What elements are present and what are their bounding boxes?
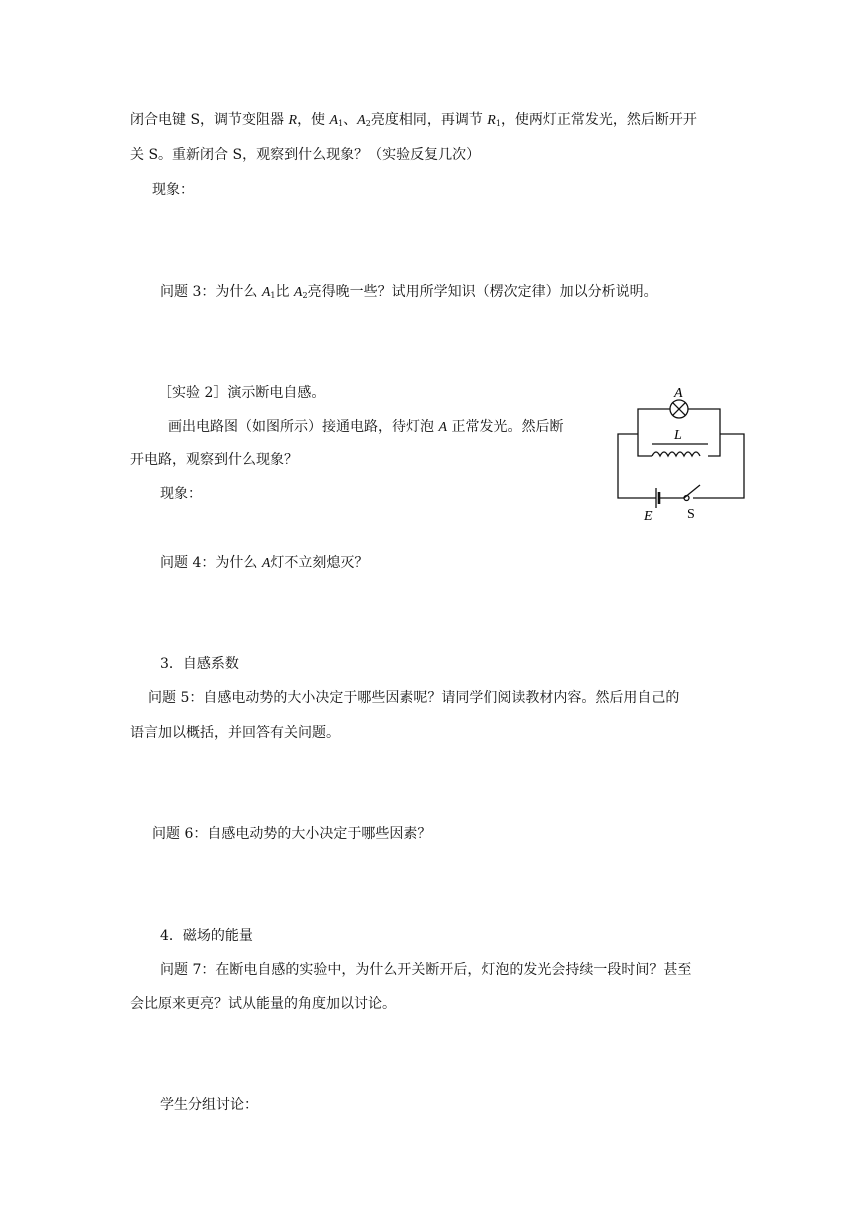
text: 问题 3：为什么 (160, 284, 262, 300)
subscript: 1 (495, 119, 501, 128)
text: A (357, 113, 366, 128)
text: 比 (275, 284, 294, 300)
text: A (329, 113, 339, 128)
text: 、 (343, 112, 358, 128)
subscript: 2 (365, 119, 371, 128)
question-3 (160, 282, 658, 306)
text: 亮度相同，再调节 (370, 112, 488, 128)
experiment-2-line: 开电路，观察到什么现象？ (130, 452, 298, 468)
question-6: 问题 6：自感电动势的大小决定于哪些因素？ (152, 826, 432, 842)
wire (618, 434, 656, 498)
text: 画出电路图（如图所示）接通电路，待灯泡 (168, 419, 439, 435)
circuit-label-S: S (687, 507, 695, 522)
text: R (288, 113, 298, 128)
wire (708, 415, 720, 456)
subscript: 1 (270, 291, 276, 300)
text: ，使两灯正常发光，然后断开开 (500, 112, 697, 128)
paragraph-line: 关 S。重新闭合 S，观察到什么现象？（实验反复几次） (130, 147, 481, 163)
paragraph-line (130, 110, 697, 134)
text: R (487, 113, 496, 128)
text: ，使 (297, 112, 330, 128)
experiment-2-line (168, 417, 563, 438)
text: 亮得晚一些？试用所学知识（楞次定律）加以分析说明。 (307, 284, 658, 300)
wire (638, 409, 670, 415)
inductor-coil-icon (652, 452, 700, 456)
phenomenon-label: 现象： (152, 182, 194, 198)
subscript: 1 (338, 119, 344, 128)
question-4 (160, 553, 368, 574)
text: A (293, 285, 303, 300)
circuit-label-E: E (644, 509, 653, 524)
experiment-2-title: ［实验 2］演示断电自感。 (158, 385, 326, 401)
subscript: 2 (302, 291, 308, 300)
text: A (261, 556, 271, 571)
circuit-label-A: A (674, 386, 683, 401)
text: 问题 4：为什么 (160, 555, 262, 571)
question-5-line: 问题 5：自感电动势的大小决定于哪些因素呢？请同学们阅读教材内容。然后用自己的 (148, 690, 680, 706)
text: 正常发光。然后断 (447, 419, 564, 435)
section-3-heading: 3．自感系数 (160, 656, 239, 672)
discussion-label: 学生分组讨论： (160, 1097, 258, 1113)
question-7-line: 会比原来更亮？试从能量的角度加以讨论。 (130, 996, 396, 1012)
question-7-line: 问题 7：在断电自感的实验中，为什么开关断开后，灯泡的发光会持续一段时间？甚至 (160, 962, 692, 978)
section-4-heading: 4．磁场的能量 (160, 928, 253, 944)
text: A (438, 420, 448, 435)
text: 灯不立刻熄灭？ (270, 555, 369, 571)
text: 闭合电键 S，调节变阻器 (130, 112, 289, 128)
text: A (261, 285, 271, 300)
switch-blade-icon (684, 485, 700, 498)
phenomenon-label: 现象： (160, 486, 202, 502)
circuit-label-L: L (674, 428, 682, 443)
wire (638, 415, 652, 456)
wire (688, 409, 720, 415)
question-5-line: 语言加以概括，并回答有关问题。 (130, 725, 340, 741)
circuit-diagram (606, 384, 756, 524)
